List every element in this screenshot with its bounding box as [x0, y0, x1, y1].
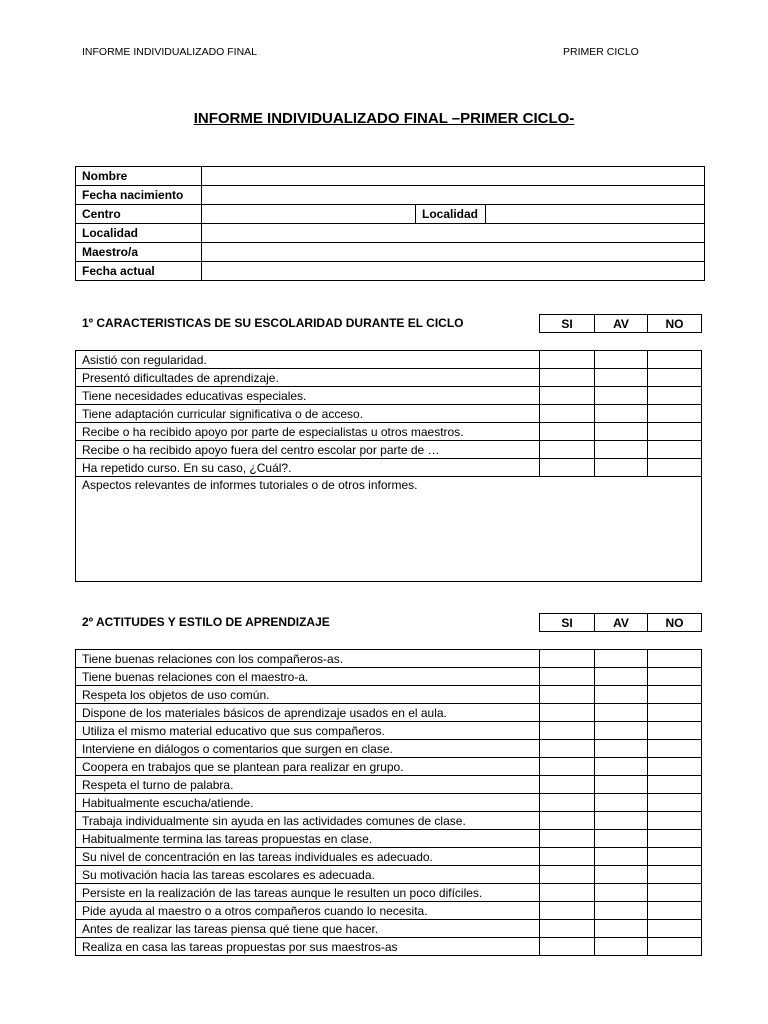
item-label: Su nivel de concentración en las tareas individuales es adecuado. [76, 848, 540, 866]
checkbox-si[interactable] [540, 938, 595, 956]
checkbox-av[interactable] [595, 884, 648, 902]
item-label: Respeta los objetos de uso común. [76, 686, 540, 704]
maestro-field[interactable] [202, 243, 705, 262]
item-label: Persiste en la realización de las tareas aunque le resulten un poco difíciles. [76, 884, 540, 902]
localidad-inline-label: Localidad [416, 205, 486, 224]
identity-label: Fecha nacimiento [76, 186, 202, 205]
table-row [76, 902, 702, 920]
table-row [76, 758, 702, 776]
checkbox-si[interactable] [540, 920, 595, 938]
table-row [76, 405, 702, 423]
item-label: Dispone de los materiales básicos de aprendizaje usados en el aula. [76, 704, 540, 722]
checkbox-no[interactable] [648, 704, 702, 722]
column-header-av: AV [595, 315, 648, 333]
checkbox-no[interactable] [648, 848, 702, 866]
item-label: Respeta el turno de palabra. [76, 776, 540, 794]
checkbox-si[interactable] [540, 423, 595, 441]
table-row [76, 722, 702, 740]
column-header-av: AV [595, 614, 648, 632]
item-label: Antes de realizar las tareas piensa qué tiene que hacer. [76, 920, 540, 938]
identity-row [76, 262, 705, 281]
item-label: Tiene adaptación curricular significativa o de acceso. [76, 405, 540, 423]
checkbox-no[interactable] [648, 650, 702, 668]
checkbox-no[interactable] [648, 902, 702, 920]
centro-field[interactable] [202, 205, 416, 224]
identity-row [76, 224, 705, 243]
checkbox-av[interactable] [595, 740, 648, 758]
column-header-si: SI [540, 315, 595, 333]
checkbox-no[interactable] [648, 405, 702, 423]
checkbox-av[interactable] [595, 794, 648, 812]
checkbox-av[interactable] [595, 650, 648, 668]
checkbox-av[interactable] [595, 423, 648, 441]
checkbox-si[interactable] [540, 758, 595, 776]
fecha-actual-field[interactable] [202, 262, 705, 281]
checkbox-no[interactable] [648, 369, 702, 387]
checkbox-no[interactable] [648, 351, 702, 369]
checkbox-av[interactable] [595, 938, 648, 956]
table-row [76, 920, 702, 938]
table-row [76, 740, 702, 758]
checkbox-no[interactable] [648, 441, 702, 459]
checkbox-si[interactable] [540, 387, 595, 405]
section2-heading: 2º ACTITUDES Y ESTILO DE APRENDIZAJE [82, 615, 330, 629]
checkbox-no[interactable] [648, 920, 702, 938]
table-row [76, 704, 702, 722]
checkbox-av[interactable] [595, 722, 648, 740]
table-row [76, 938, 702, 956]
fecha-nacimiento-field[interactable] [202, 186, 705, 205]
checkbox-av[interactable] [595, 758, 648, 776]
table-row [76, 866, 702, 884]
checkbox-no[interactable] [648, 830, 702, 848]
checkbox-si[interactable] [540, 441, 595, 459]
checkbox-no[interactable] [648, 938, 702, 956]
identity-row [76, 243, 705, 262]
checkbox-av[interactable] [595, 686, 648, 704]
checkbox-si[interactable] [540, 351, 595, 369]
table-row [76, 884, 702, 902]
checkbox-si[interactable] [540, 650, 595, 668]
item-label: Asistió con regularidad. [76, 351, 540, 369]
table-row [76, 369, 702, 387]
checkbox-av[interactable] [595, 812, 648, 830]
checkbox-no[interactable] [648, 812, 702, 830]
checkbox-si[interactable] [540, 704, 595, 722]
checkbox-no[interactable] [648, 776, 702, 794]
item-label: Recibe o ha recibido apoyo por parte de especialistas u otros maestros. [76, 423, 540, 441]
section1-heading: 1º CARACTERISTICAS DE SU ESCOLARIDAD DURANTE EL CICLO [82, 316, 464, 330]
checkbox-no[interactable] [648, 668, 702, 686]
table-row [76, 794, 702, 812]
item-label: Utiliza el mismo material educativo que sus compañeros. [76, 722, 540, 740]
table-row [76, 668, 702, 686]
item-label: Interviene en diálogos o comentarios que surgen en clase. [76, 740, 540, 758]
checkbox-si[interactable] [540, 902, 595, 920]
checkbox-no[interactable] [648, 884, 702, 902]
checkbox-si[interactable] [540, 405, 595, 423]
checkbox-av[interactable] [595, 369, 648, 387]
item-label: Pide ayuda al maestro o a otros compañeros cuando lo necesita. [76, 902, 540, 920]
item-label: Tiene necesidades educativas especiales. [76, 387, 540, 405]
checkbox-si[interactable] [540, 740, 595, 758]
checkbox-si[interactable] [540, 830, 595, 848]
checkbox-av[interactable] [595, 405, 648, 423]
running-header-left: INFORME INDIVIDUALIZADO FINAL [82, 46, 258, 58]
checkbox-av[interactable] [595, 441, 648, 459]
checkbox-si[interactable] [540, 459, 595, 477]
checkbox-av[interactable] [595, 848, 648, 866]
checkbox-si[interactable] [540, 884, 595, 902]
item-label: Su motivación hacia las tareas escolares es adecuada. [76, 866, 540, 884]
item-label: Tiene buenas relaciones con los compañeros-as. [76, 650, 540, 668]
checkbox-si[interactable] [540, 848, 595, 866]
checkbox-no[interactable] [648, 686, 702, 704]
item-label: Habitualmente termina las tareas propuestas en clase. [76, 830, 540, 848]
checkbox-no[interactable] [648, 758, 702, 776]
checkbox-no[interactable] [648, 722, 702, 740]
item-label: Recibe o ha recibido apoyo fuera del centro escolar por parte de … [76, 441, 540, 459]
checkbox-no[interactable] [648, 459, 702, 477]
identity-row [76, 186, 705, 205]
checkbox-no[interactable] [648, 423, 702, 441]
item-label: Coopera en trabajos que se plantean para realizar en grupo. [76, 758, 540, 776]
checkbox-si[interactable] [540, 686, 595, 704]
section2-column-headers [539, 613, 702, 632]
checkbox-av[interactable] [595, 776, 648, 794]
item-label: Trabaja individualmente sin ayuda en las actividades comunes de clase. [76, 812, 540, 830]
table-row [76, 848, 702, 866]
checkbox-av[interactable] [595, 902, 648, 920]
checkbox-av[interactable] [595, 920, 648, 938]
table-row [76, 387, 702, 405]
checkbox-si[interactable] [540, 866, 595, 884]
identity-label: Centro [76, 205, 202, 224]
item-label: Realiza en casa las tareas propuestas por sus maestros-as [76, 938, 540, 956]
checkbox-av[interactable] [595, 668, 648, 686]
item-label: Presentó dificultades de aprendizaje. [76, 369, 540, 387]
centro-localidad-field[interactable] [486, 205, 705, 224]
checkbox-si[interactable] [540, 722, 595, 740]
checkbox-si[interactable] [540, 776, 595, 794]
checkbox-si[interactable] [540, 668, 595, 686]
table-row [76, 650, 702, 668]
column-header-no: NO [648, 315, 702, 333]
checkbox-no[interactable] [648, 387, 702, 405]
table-row [76, 830, 702, 848]
checkbox-si[interactable] [540, 369, 595, 387]
checkbox-no[interactable] [648, 866, 702, 884]
section1-table [75, 350, 702, 582]
identity-label: Fecha actual [76, 262, 202, 281]
checkbox-av[interactable] [595, 459, 648, 477]
page-title: INFORME INDIVIDUALIZADO FINAL –PRIMER CICLO- [193, 110, 575, 127]
checkbox-av[interactable] [595, 704, 648, 722]
table-row [76, 351, 702, 369]
identity-row [76, 205, 705, 224]
nombre-field[interactable] [202, 167, 705, 186]
checkbox-no[interactable] [648, 740, 702, 758]
table-row [76, 423, 702, 441]
table-row [76, 459, 702, 477]
table-row [76, 441, 702, 459]
checkbox-si[interactable] [540, 794, 595, 812]
localidad-field[interactable] [202, 224, 705, 243]
checkbox-si[interactable] [540, 812, 595, 830]
table-row [76, 686, 702, 704]
identity-row [76, 167, 705, 186]
checkbox-av[interactable] [595, 351, 648, 369]
section2-table [75, 649, 702, 956]
item-label: Ha repetido curso. En su caso, ¿Cuál?. [76, 459, 540, 477]
notes-field[interactable]: Aspectos relevantes de informes tutoriales o de otros informes. [76, 477, 702, 582]
running-header-right: PRIMER CICLO [563, 46, 639, 58]
identity-label: Nombre [76, 167, 202, 186]
checkbox-no[interactable] [648, 794, 702, 812]
checkbox-av[interactable] [595, 387, 648, 405]
item-label: Habitualmente escucha/atiende. [76, 794, 540, 812]
table-row [76, 812, 702, 830]
column-header-si: SI [540, 614, 595, 632]
checkbox-av[interactable] [595, 866, 648, 884]
item-label: Tiene buenas relaciones con el maestro-a. [76, 668, 540, 686]
identity-table [75, 166, 705, 281]
table-row [76, 776, 702, 794]
notes-row [76, 477, 702, 582]
identity-label: Localidad [76, 224, 202, 243]
checkbox-av[interactable] [595, 830, 648, 848]
section1-column-headers [539, 314, 702, 333]
column-header-no: NO [648, 614, 702, 632]
identity-label: Maestro/a [76, 243, 202, 262]
